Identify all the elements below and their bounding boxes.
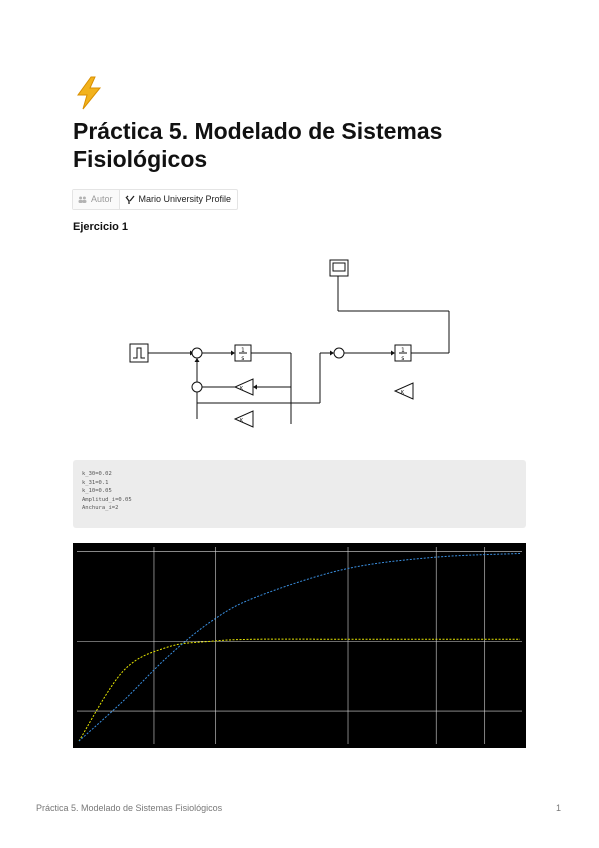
author-property-key [73, 190, 120, 209]
code-block [73, 460, 526, 528]
page-title: Práctica 5. Modelado de Sistemas Fisiológicos [73, 118, 443, 172]
author-property-value[interactable] [120, 190, 238, 209]
author-name[interactable]: Mario University Profile [138, 194, 232, 204]
svg-text:1: 1 [241, 347, 245, 354]
pulse-generator-block [130, 344, 148, 362]
people-icon [78, 196, 87, 203]
footer-title: Práctica 5. Modelado de Sistemas Fisiológicos [36, 803, 223, 813]
svg-text:1: 1 [401, 347, 405, 354]
code-line: k_31=0.1 [82, 479, 109, 486]
scope-plot [73, 543, 526, 748]
svg-text:K: K [401, 390, 405, 396]
gain-block-1 [235, 379, 253, 395]
sum-block-1 [192, 348, 202, 358]
scope-block [330, 260, 348, 311]
author-label: Autor [91, 194, 113, 204]
scope-background [73, 543, 526, 748]
code-line: Amplitud_i=0.05 [82, 496, 132, 503]
svg-text:K: K [240, 418, 244, 424]
code-line: k_10=0.05 [82, 488, 112, 494]
lightning-bolt-icon [74, 76, 104, 110]
svg-text:s: s [241, 355, 245, 362]
simulink-block-diagram [125, 257, 465, 429]
properties-bar [72, 189, 238, 210]
code-line: k_30=0.02 [82, 471, 112, 477]
university-logo-icon [125, 195, 135, 205]
page-number: 1 [556, 803, 562, 813]
section-heading: Ejercicio 1 [73, 221, 129, 233]
sum-block-2 [192, 382, 202, 392]
svg-text:s: s [401, 355, 405, 362]
code-line: Anchura_i=2 [82, 505, 119, 511]
svg-text:K: K [240, 386, 244, 392]
sum-block-3 [334, 348, 344, 358]
gain-block-2 [235, 411, 253, 427]
